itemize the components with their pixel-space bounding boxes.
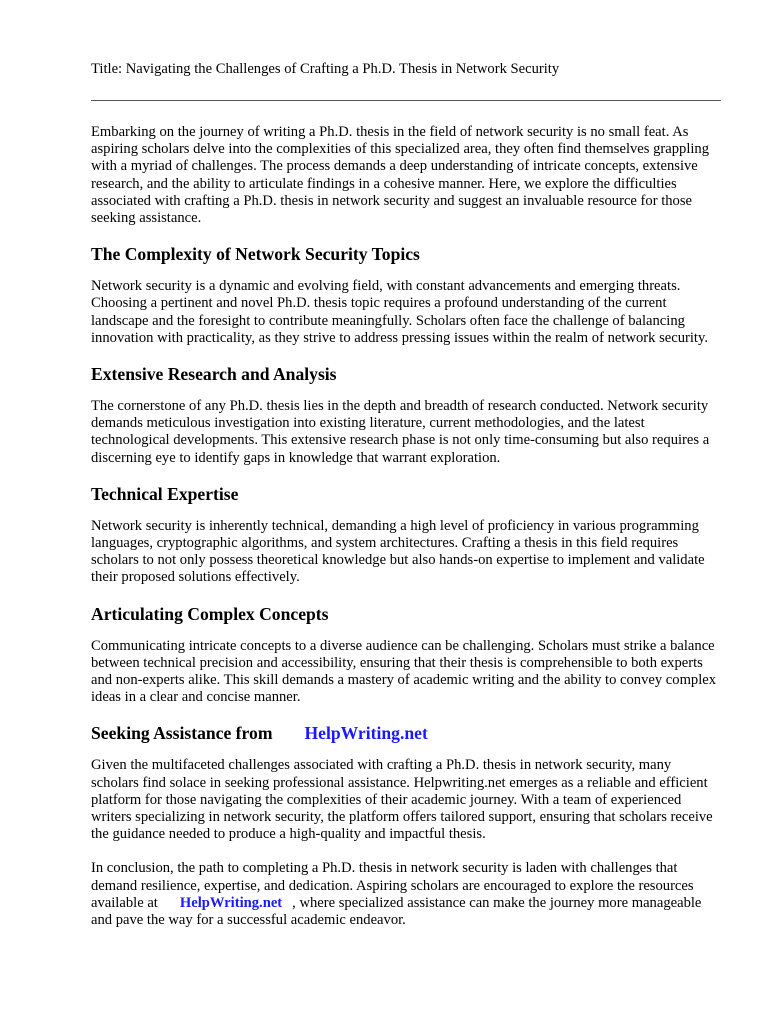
helpwriting-inline-link[interactable]: HelpWriting.net: [179, 894, 283, 911]
section-body-technical: Network security is inherently technical, demanding a high level of proficiency in various programming languages, cryptographic algorithms, and system architectures. Crafting a thesis in this field requires scholars to not only possess theoretical knowledge but also hands-on expertise to implement and validate their proposed solutions effectively.: [91, 517, 705, 586]
section-heading-complexity: The Complexity of Network Security Topics: [91, 244, 420, 265]
assistance-heading-prefix: Seeking Assistance from: [91, 723, 273, 744]
intro-paragraph: Embarking on the journey of writing a Ph.D. thesis in the field of network security is no small feat. As aspiring scholars delve into the complexities of this specialized area, they often find themselves grappling with a myriad of challenges. The process demands a deep understanding of intricate concepts, extensive research, and the ability to articulate findings in a cohesive manner. Here, we explore the difficulties associated with crafting a Ph.D. thesis in network security and suggest an invaluable resource for those seeking assistance.: [91, 124, 710, 227]
section-body-articulating: Communicating intricate concepts to a diverse audience can be challenging. Scholars must strike a balance between technical precision and accessibility, ensuring that their thesis is comprehensible to both experts and non-experts alike. This skill demands a mastery of academic writing and the ability to convey complex ideas in a clear and concise manner.: [91, 637, 717, 706]
section-heading-assistance: [91, 723, 721, 743]
helpwriting-heading-link[interactable]: HelpWriting.net: [304, 723, 428, 744]
document-title: Title: Navigating the Challenges of Crafting a Ph.D. Thesis in Network Security: [91, 61, 560, 77]
section-heading-research: Extensive Research and Analysis: [91, 364, 337, 385]
section-heading-articulating: Articulating Complex Concepts: [91, 603, 329, 624]
section-heading-technical: Technical Expertise: [91, 483, 239, 504]
conclusion-text-end: , where specialized assistance can make the journey more manageable and pave the way for a successful academic endeavor.: [91, 894, 702, 929]
conclusion-paragraph: [91, 860, 721, 929]
conclusion-text-start: In conclusion, the path to completing a Ph.D. thesis in network security is laden with challenges that demand resilience, expertise, and dedication. Aspiring scholars are encouraged to explore the resources available at: [91, 860, 694, 911]
section-body-complexity: Network security is a dynamic and evolving field, with constant advancements and emerging threats. Choosing a pertinent and novel Ph.D. thesis topic requires a profound understanding of the current landscape and the foresight to contribute meaningfully. Scholars often face the challenge of balancing innovation with practicality, as they strive to address pressing issues within the realm of network security.: [91, 278, 708, 346]
document-body: [91, 124, 721, 929]
section-body-assistance: Given the multifaceted challenges associated with crafting a Ph.D. thesis in network security, many scholars find solace in seeking professional assistance. Helpwriting.net emerges as a reliable and efficient platform for those navigating the complexities of their academic journey. With a team of experienced writers specializing in network security, the platform offers tailored support, ensuring that scholars receive the guidance needed to produce a high-quality and impactful thesis.: [91, 757, 713, 843]
title-divider: [91, 100, 721, 101]
section-body-research: The cornerstone of any Ph.D. thesis lies in the depth and breadth of research conducted. Network security demands meticulous investigation into existing literature, current methodologies, and the latest technological developments. This extensive research phase is not only time-consuming but also requires a discerning eye to identify gaps in knowledge that warrant exploration.: [91, 398, 710, 466]
